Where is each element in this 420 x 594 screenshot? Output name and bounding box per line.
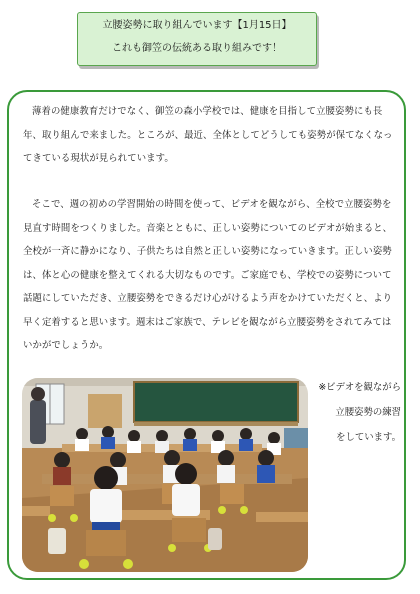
caption-line-1: ※ビデオを観ながら (318, 382, 401, 393)
caption-line-2: 立腰姿勢の練習 (335, 407, 401, 418)
article-box (7, 90, 406, 580)
paragraph-main: そこで、週の初めの学習開始の時間を使って、ビデオを観ながら、全校で立腰姿勢を見直す時間をつくりました。音楽とともに、正しい姿勢についてのビデオが始まると、全校が一斉に静かになり、子供たちは自然と正しい姿勢になっていきます。正しい姿勢は、体と心の健康を整えてくれる大切なものです。ご家庭でも、学校での姿勢について話題にしていただき、立腰姿勢をできるだけ心がけるよう声をかけていただくと、より早く定着すると思います。週末はご家族で、テレビを観ながら立腰姿勢をされてみてはいかがでしょうか。 (23, 199, 393, 351)
caption-line-3: をしています。 (336, 432, 401, 443)
title-box (77, 12, 317, 66)
paragraph-intro: 薄着の健康教育だけでなく、御笠の森小学校では、健康を目指して立腰姿勢にも長年、取り組んで来ました。ところが、最近、全体としてどうしても姿勢が保てなくなってきている現状が見られています。 (23, 106, 393, 164)
headline: 立腰姿勢に取り組んでいます【1月15日】 (102, 20, 292, 31)
classroom-photo (22, 378, 308, 572)
photo-caption (311, 375, 401, 450)
subheadline: これも御笠の伝統ある取り組みです！ (112, 43, 282, 54)
classroom-illustration (22, 378, 308, 572)
